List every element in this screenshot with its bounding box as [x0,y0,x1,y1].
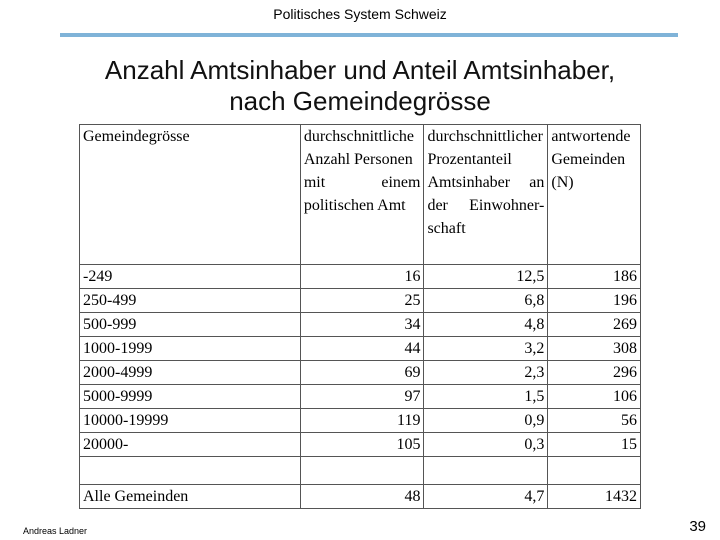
slide-title [40,55,680,117]
cell-percent: 0,3 [424,433,548,457]
header-text: politischen Amt [303,197,406,214]
table-row [80,361,641,385]
header-anzahl-personen [300,125,424,265]
spacer-cell [80,457,301,485]
cell-percent: 12,5 [424,265,548,289]
header-text: Gemeindegrösse [83,128,190,145]
header-text: Amtsinhaber an [427,174,545,191]
cell-percent: 4,8 [424,313,548,337]
cell-size: 1000-1999 [80,337,301,361]
cell-percent: 6,8 [424,289,548,313]
spacer-cell [300,457,424,485]
header-divider [60,33,678,37]
cell-persons: 105 [300,433,424,457]
header-text: Prozentanteil [427,151,512,168]
cell-n: 196 [548,289,641,313]
header-title: Politisches System Schweiz [273,6,447,22]
page-number: 39 [689,518,706,535]
header-antwortende-gemeinden [548,125,641,265]
cell-persons: 69 [300,361,424,385]
cell-size: Alle Gemeinden [80,485,301,509]
cell-size: 5000-9999 [80,385,301,409]
table-header-row [80,125,641,265]
cell-percent: 3,2 [424,337,548,361]
table-row [80,265,641,289]
cell-percent: 2,3 [424,361,548,385]
cell-n: 186 [548,265,641,289]
cell-size: 500-999 [80,313,301,337]
table-row [80,409,641,433]
cell-persons: 25 [300,289,424,313]
header-text: mit einem [303,174,421,191]
spacer-cell [548,457,641,485]
spacer-cell [424,457,548,485]
cell-size: 2000-4999 [80,361,301,385]
cell-persons: 119 [300,409,424,433]
cell-n: 15 [548,433,641,457]
header-text: der Einwohner- [427,197,545,214]
cell-persons: 16 [300,265,424,289]
slide-title-line-1: Anzahl Amtsinhaber und Anteil Amtsinhaber, [104,55,616,85]
header-text: schaft [427,220,466,237]
table-total-row [80,485,641,509]
cell-n: 269 [548,313,641,337]
cell-percent: 0,9 [424,409,548,433]
table-row [80,385,641,409]
cell-persons: 34 [300,313,424,337]
table-row [80,289,641,313]
header-text: durchschnittlicher [427,128,543,145]
table-row [80,337,641,361]
cell-persons: 48 [300,485,424,509]
cell-size: 20000- [80,433,301,457]
cell-persons: 97 [300,385,424,409]
cell-size: 250-499 [80,289,301,313]
header-text: durchschnittliche [303,128,415,145]
cell-n: 106 [548,385,641,409]
header-text: (N) [551,174,574,191]
cell-percent: 4,7 [424,485,548,509]
cell-size: -249 [80,265,301,289]
cell-n: 296 [548,361,641,385]
cell-n: 1432 [548,485,641,509]
cell-percent: 1,5 [424,385,548,409]
header-text: antwortende [551,128,631,145]
header-gemeindegroesse [80,125,301,265]
slide-title-line-2: nach Gemeindegrösse [229,86,491,116]
table-row [80,313,641,337]
cell-size: 10000-19999 [80,409,301,433]
table-spacer-row [80,457,641,485]
table-row [80,433,641,457]
header-text: Anzahl Personen [303,151,413,168]
cell-persons: 44 [300,337,424,361]
data-table [79,124,641,509]
footer-author: Andreas Ladner [23,526,88,536]
header-prozentanteil [424,125,548,265]
header-text: Gemeinden [551,151,626,168]
cell-n: 308 [548,337,641,361]
cell-n: 56 [548,409,641,433]
